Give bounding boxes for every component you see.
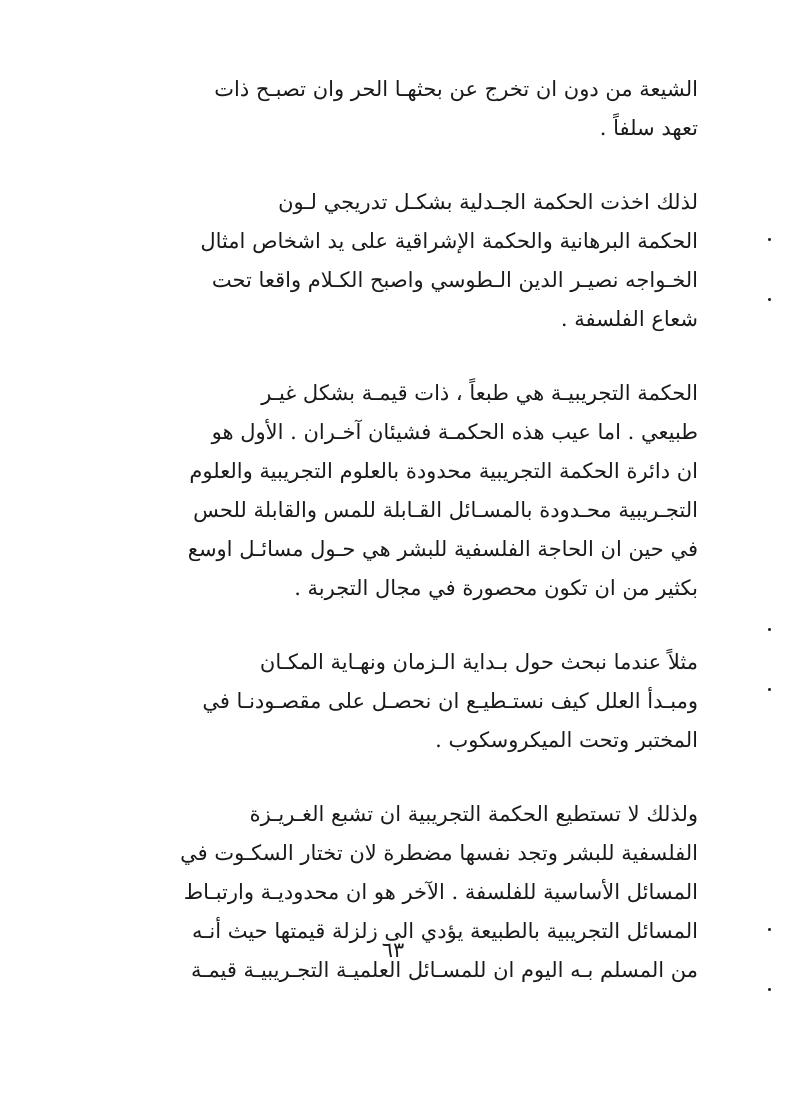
text-line: لذلك اخذت الحكمة الجـدلية بشكـل تدريجي لـون: [278, 190, 698, 214]
paragraph-1: [150, 70, 698, 148]
scan-speck: [768, 238, 771, 241]
text-line: مثلاً عندما نبحث حول بـداية الـزمان ونهـاية المكـان: [259, 650, 698, 674]
text-line: الخـواجه نصيـر الدين الـطوسي واصبح الكـلام واقعا تحت: [211, 268, 698, 292]
text-line: ولذلك لا تستطيع الحكمة التجريبية ان تشبع الغـريـزة: [249, 802, 698, 826]
text-line: في حين ان الحاجة الفلسفية للبشر هي حـول مسائـل اوسع: [187, 537, 698, 561]
text-line: المسائل التجريبية بالطبيعة يؤدي الى زلزلة قيمتها حيث أنـه: [191, 919, 698, 943]
scan-speck: [768, 988, 771, 991]
scan-speck: [768, 628, 771, 631]
paragraph-2: [150, 183, 698, 339]
text-line: ان دائرة الحكمة التجريبية محدودة بالعلوم التجريبية والعلوم: [189, 459, 698, 483]
page-number: ٦٣: [381, 938, 405, 962]
text-line: الحكمة البرهانية والحكمة الإشراقية على يد اشخاص امثال: [200, 229, 698, 253]
text-line: الفلسفية للبشر وتجد نفسها مضطرة لان تختار السكـوت في: [180, 841, 698, 865]
scan-speck: [768, 298, 771, 301]
text-line: المسائل الأساسية للفلسفة . الآخر هو ان محدوديـة وارتبـاط: [183, 880, 698, 904]
paragraph-4: [150, 643, 698, 760]
text-line: طبيعي . اما عيب هذه الحكمـة فشيئان آخـران . الأول هو: [211, 420, 698, 444]
text-line: من المسلم بـه اليوم ان للمسـائل العلميـة التجـريبيـة قيمـة: [190, 958, 698, 982]
text-line: ومبـدأ العلل كيف نستـطيـع ان نحصـل على مقصـودنـا في: [202, 689, 698, 713]
text-line: بكثير من ان تكون محصورة في مجال التجربة .: [294, 576, 698, 600]
text-line: التجـريبية محـدودة بالمسـائل القـابلة للمس والقابلة للحس: [193, 498, 698, 522]
body-text: [150, 70, 698, 990]
text-line: تعهد سلفاً .: [599, 116, 698, 140]
scan-speck: [768, 688, 771, 691]
paragraph-3: [150, 374, 698, 608]
text-line: المختبر وتحت الميكروسكوب .: [435, 728, 698, 752]
text-line: الشيعة من دون ان تخرج عن بحثهـا الحر وان تصبـح ذات: [214, 77, 698, 101]
scan-speck: [768, 928, 771, 931]
text-line: شعاع الفلسفة .: [560, 307, 698, 331]
text-line: الحكمة التجريبيـة هي طبعاً ، ذات قيمـة بشكل غيـر: [261, 381, 698, 405]
